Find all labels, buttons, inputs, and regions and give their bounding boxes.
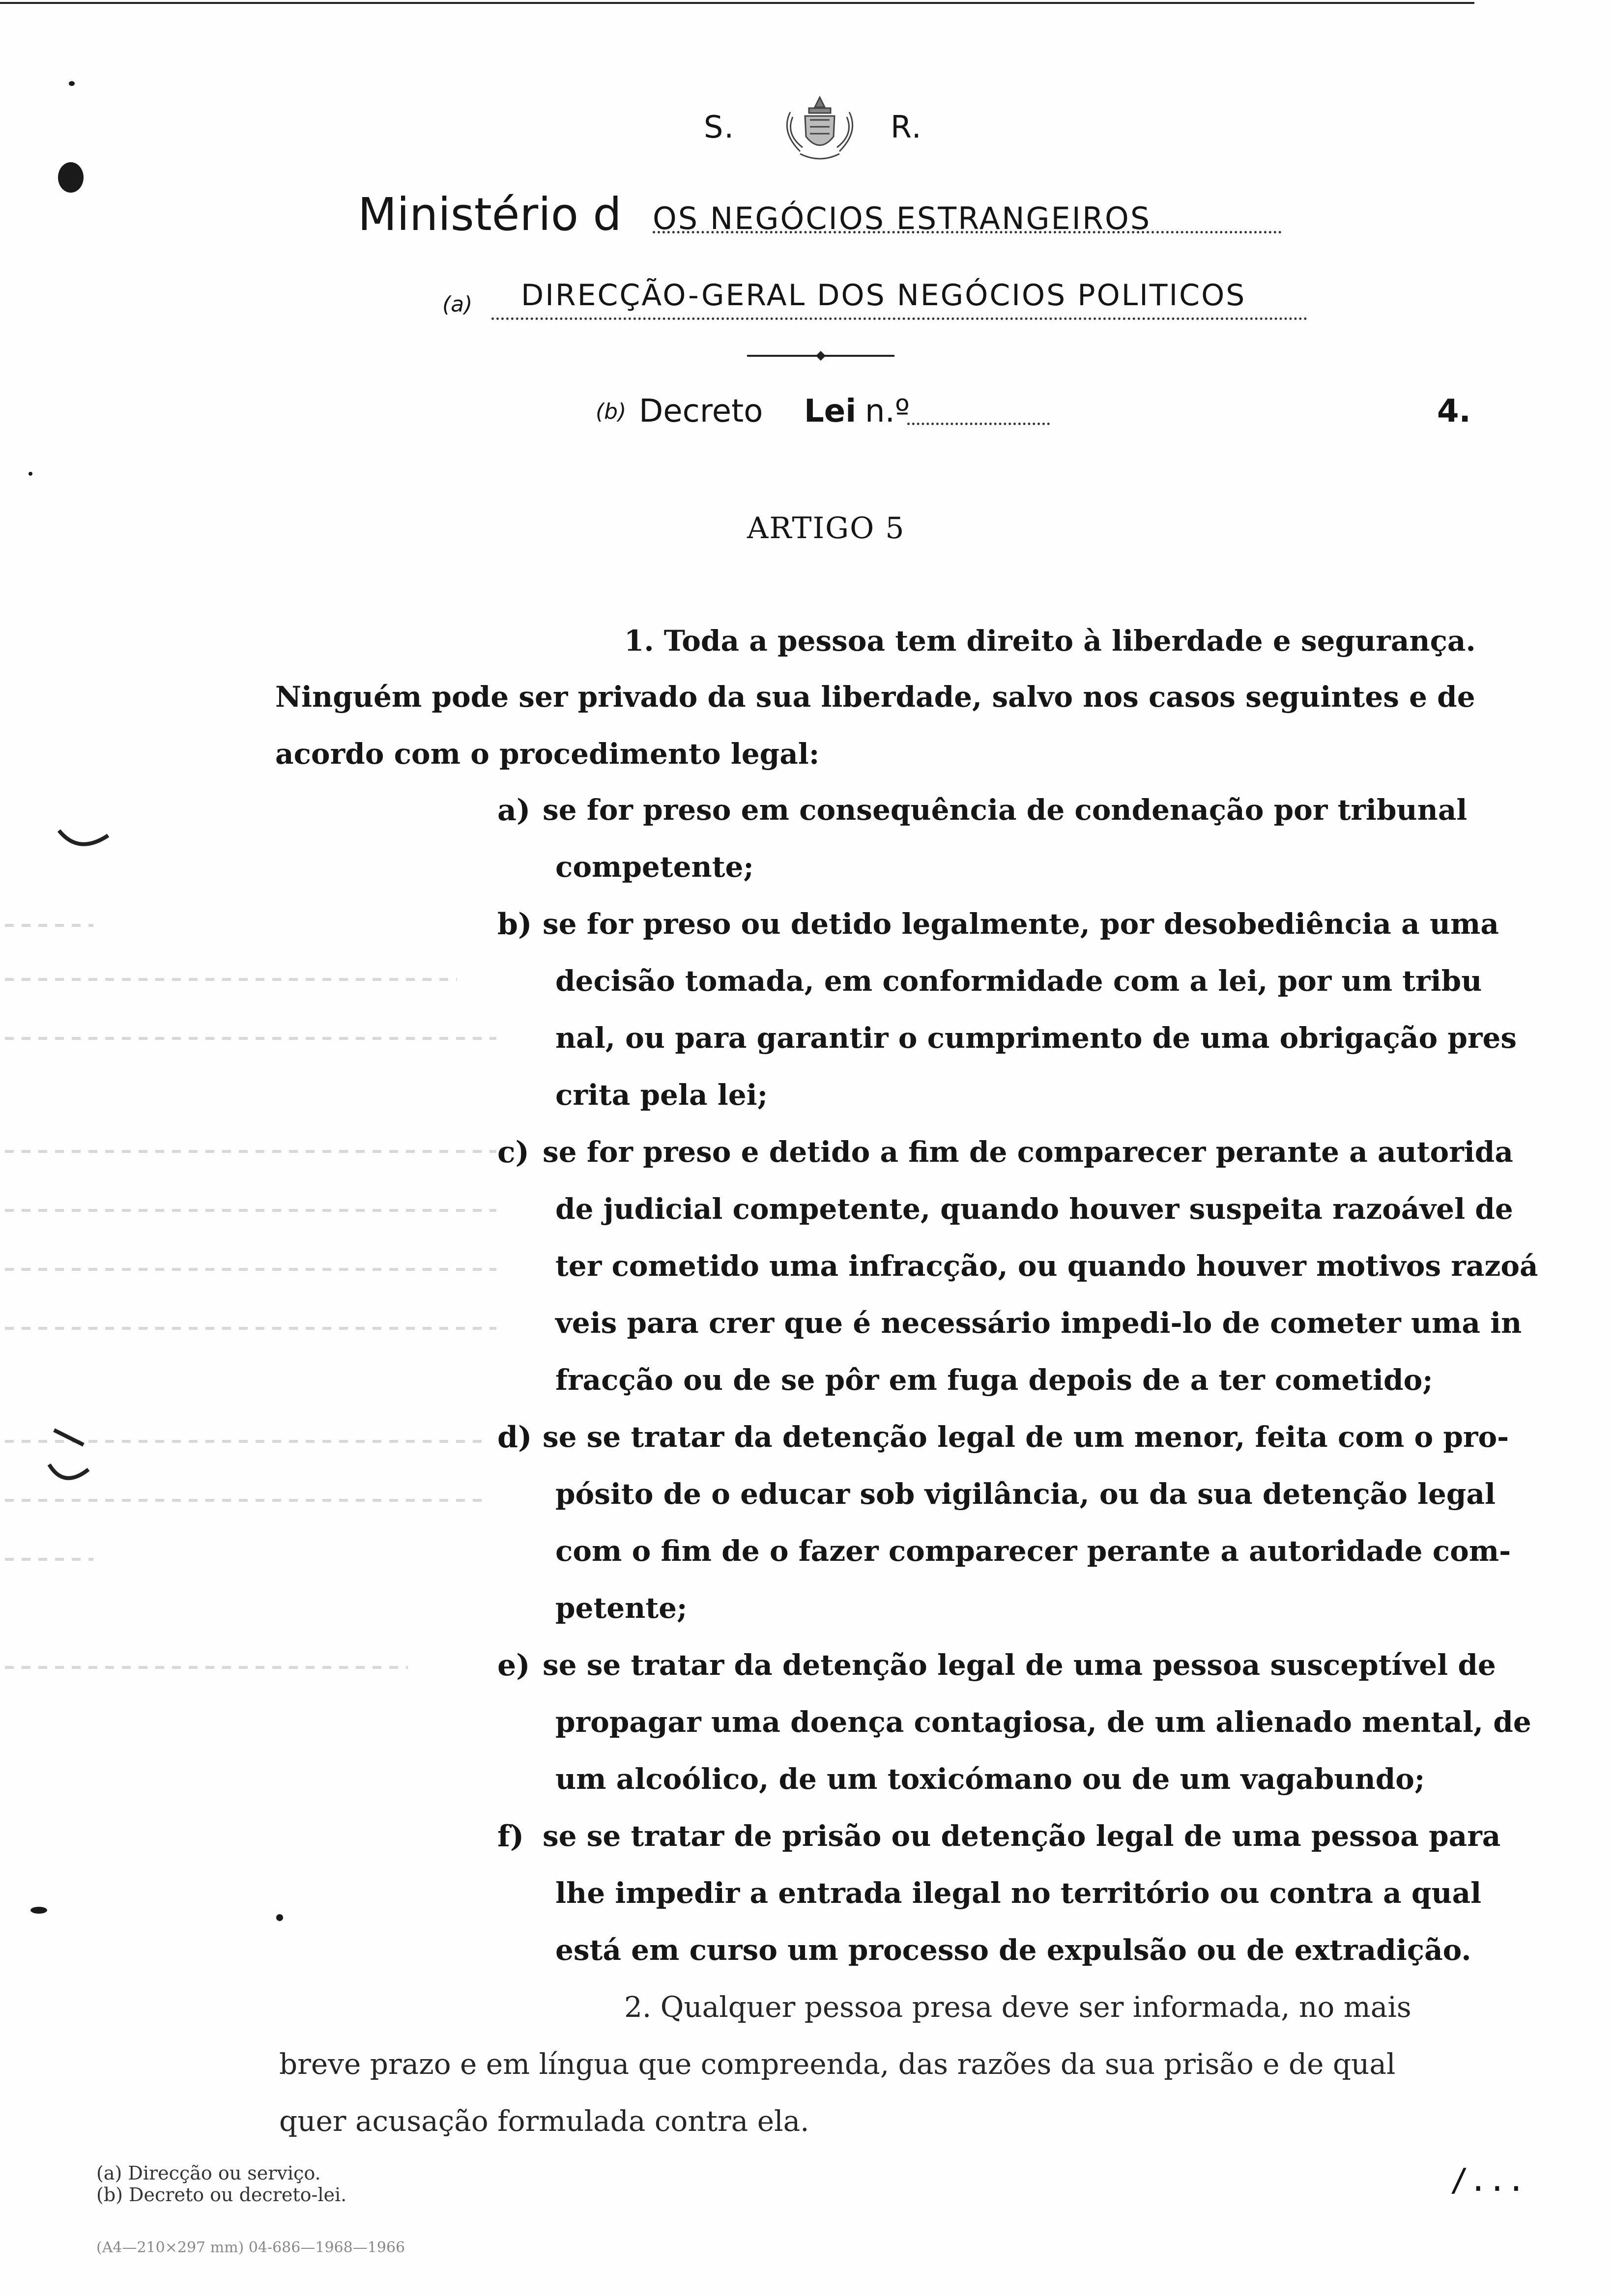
item-a-marker: a) [497,793,531,828]
bleed-through-smudge [5,1268,496,1271]
bleed-through-smudge [5,1499,487,1502]
bleed-through-smudge [5,1666,408,1669]
ministry-name: OS NEGÓCIOS ESTRANGEIROS [653,201,1151,236]
item-b-line: se for preso ou detido legalmente, por desobediência a uma [543,907,1499,941]
print-code: (A4—210×297 mm) 04-686—1968—1966 [96,2239,405,2256]
item-d-marker: d) [497,1420,532,1455]
item-f-line: se se tratar de prisão ou detenção legal de uma pessoa para [543,1819,1501,1853]
item-b-line: crita pela lei; [555,1078,768,1112]
item-e-line: um alcoólico, de um toxicómano ou de um vagabundo; [555,1762,1425,1796]
item-e-line: se se tratar da detenção legal de uma pessoa susceptível de [543,1648,1496,1682]
item-b-marker: b) [497,907,532,942]
item-c-line: ter cometido uma infracção, ou quando houver motivos razoá [555,1249,1538,1283]
speck-mark [69,81,75,86]
item-e-marker: e) [497,1648,530,1683]
section1-line: Ninguém pode ser privado da sua liberdade, salvo nos casos seguintes e de [275,680,1475,714]
margin-curve-mark [54,821,113,860]
punch-hole-mark [58,162,84,193]
bleed-through-smudge [5,1037,496,1040]
item-f-line: está em curso um processo de expulsão ou de extradição. [555,1933,1471,1967]
directorate-dotted-line [491,317,1307,320]
directorate-title: DIRECÇÃO-GERAL DOS NEGÓCIOS POLITICOS [521,278,1246,313]
item-b-line: nal, ou para garantir o cumprimento de uma obrigação pres [555,1021,1517,1055]
item-a-line: competente; [555,850,754,884]
speck-mark [276,1914,283,1921]
item-c-line: veis para crer que é necessário impedi-lo de cometer uma in [555,1306,1522,1340]
decree-number-mark: n.º [865,393,910,430]
item-c-line: se for preso e detido a fim de comparecer perante a autorida [543,1135,1513,1169]
bleed-through-smudge [5,1209,496,1212]
item-d-line: com o fim de o fazer comparecer perante a autoridade com- [555,1534,1511,1568]
label-b: (b) [596,399,627,424]
ministry-prefix: Ministério d [358,188,622,241]
item-b-line: decisão tomada, em conformidade com a lei, por um tribu [555,964,1482,998]
section2-line: 2. Qualquer pessoa presa deve ser informada, no mais [624,1990,1411,2024]
header-s-letter: S. [704,109,735,145]
label-a: (a) [442,292,473,317]
ornament-divider [747,350,894,362]
item-f-line: lhe impedir a entrada ilegal no território ou contra a qual [555,1876,1482,1910]
decree-word: Decreto [639,393,763,430]
margin-curve-mark [44,1425,93,1499]
footnote-b: (b) Decreto ou decreto-lei. [96,2184,347,2206]
speck-mark [30,1907,47,1914]
coat-of-arms-icon [771,87,869,166]
section1-line: 1. Toda a pessoa tem direito à liberdade e segurança. [624,624,1476,658]
speck-mark [29,472,32,476]
bleed-through-smudge [5,1150,496,1153]
section2-line: quer acusação formulada contra ela. [279,2104,809,2138]
top-rule [0,2,1474,4]
section2-line: breve prazo e em língua que compreenda, das razões da sua prisão e de qual [279,2047,1396,2081]
bleed-through-smudge [5,978,457,981]
item-a-line: se for preso em consequência de condenação por tribunal [543,793,1468,827]
article-title: ARTIGO 5 [747,511,905,545]
item-f-marker: f) [497,1819,524,1854]
item-d-line: petente; [555,1591,688,1625]
item-c-marker: c) [497,1135,529,1170]
item-d-line: pósito de o educar sob vigilância, ou da sua detenção legal [555,1477,1496,1511]
header-r-letter: R. [891,109,922,145]
item-c-line: de judicial competente, quando houver suspeita razoável de [555,1192,1513,1226]
page-number: 4. [1437,393,1471,430]
ministry-dotted-line [653,231,1282,233]
footnote-a: (a) Direcção ou serviço. [96,2162,321,2184]
bleed-through-smudge [5,1558,93,1561]
continuation-mark: /... [1450,2162,1526,2199]
section1-line: acordo com o procedimento legal: [275,737,820,771]
item-d-line: se se tratar da detenção legal de um menor, feita com o pro- [543,1420,1509,1454]
item-e-line: propagar uma doença contagiosa, de um alienado mental, de [555,1705,1531,1739]
decree-type: Lei [804,393,857,430]
decree-dotted-line [907,423,1050,425]
bleed-through-smudge [5,924,93,927]
item-c-line: fracção ou de se pôr em fuga depois de a ter cometido; [555,1363,1433,1397]
bleed-through-smudge [5,1327,496,1330]
